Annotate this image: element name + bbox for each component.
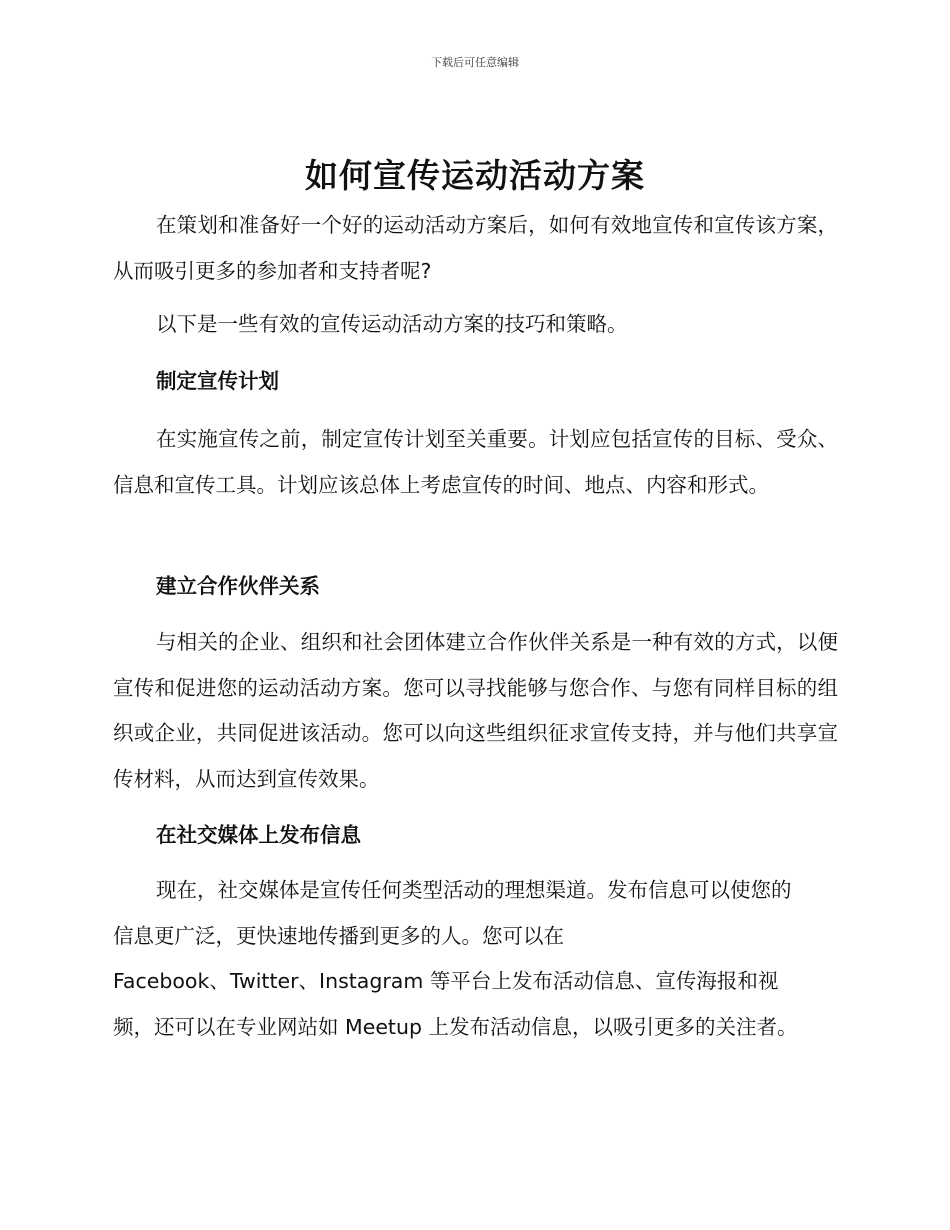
social-media-line: 频，还可以在专业网站如 Meetup 上发布活动信息，以吸引更多的关注者。 [113, 1015, 798, 1039]
social-media-line: 信息更广泛，更快速地传播到更多的人。您可以在 [113, 924, 564, 948]
social-media-line: 现在，社交媒体是宣传任何类型活动的理想渠道。发布信息可以使您的 [156, 878, 792, 902]
document-title: 如何宣传运动活动方案 [305, 156, 645, 195]
intro-paragraph-2: 以下是一些有效的宣传运动活动方案的技巧和策略。 [156, 312, 628, 336]
page-header: 下载后可任意编辑 [431, 56, 519, 69]
section-heading-plan: 制定宣传计划 [156, 369, 279, 393]
section-heading-partnership: 建立合作伙伴关系 [156, 574, 320, 598]
intro-paragraph-1: 在策划和准备好一个好的运动活动方案后，如何有效地宣传和宣传该方案，从而吸引更多的参加者和支持者呢? [113, 213, 838, 283]
section-body-plan: 在实施宣传之前，制定宣传计划至关重要。计划应包括宣传的目标、受众、信息和宣传工具。计划应该总体上考虑宣传的时间、地点、内容和形式。 [113, 427, 838, 497]
section-body-partnership: 与相关的企业、组织和社会团体建立合作伙伴关系是一种有效的方式，以便宣传和促进您的运动活动方案。您可以寻找能够与您合作、与您有同样目标的组织或企业，共同促进该活动。您可以向这些组织征求宣传支持，并与他们共享宣传材料，从而达到宣传效果。 [113, 630, 838, 791]
social-media-line: Facebook、Twitter、Instagram 等平台上发布活动信息、宣传海报和视 [113, 969, 779, 993]
section-heading-social-media: 在社交媒体上发布信息 [156, 823, 361, 847]
